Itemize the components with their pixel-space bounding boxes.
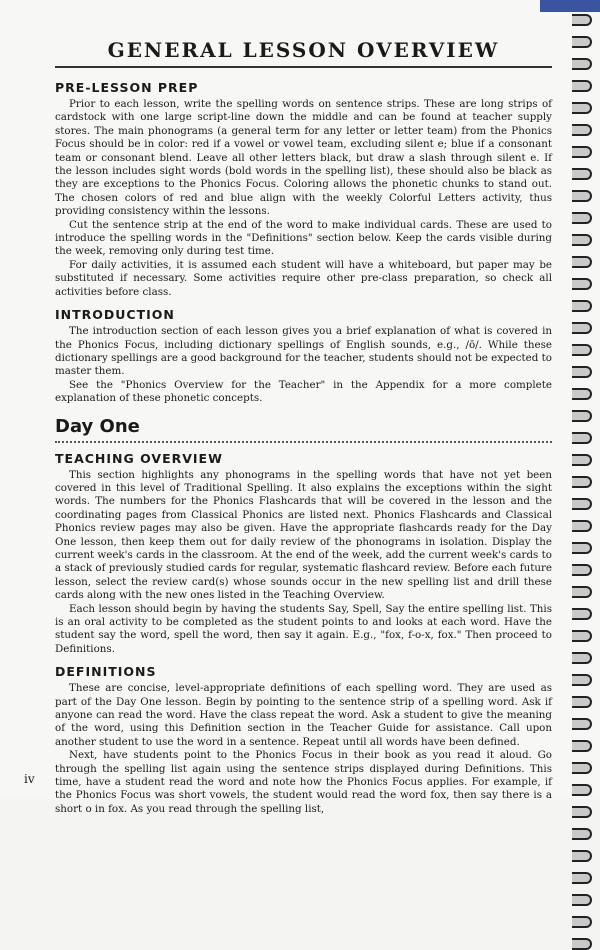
paragraph: The introduction section of each lesson gives you a brief explanation of what is covered in the Phonics Focus, including dictionary spellings of English sounds, e.g., /ō/. While these dictionary spellings are a good background for the teacher, students should not be expected to master them. xyxy=(55,325,552,378)
section-heading-teaching: TEACHING OVERVIEW xyxy=(55,450,223,466)
page-title: GENERAL LESSON OVERVIEW xyxy=(107,38,500,62)
binding-ring xyxy=(572,806,592,818)
title-rule xyxy=(55,66,552,68)
binding-ring xyxy=(572,278,592,290)
binding-ring xyxy=(572,432,592,444)
paragraph: See the "Phonics Overview for the Teacher" in the Appendix for a more complete explanation of these phonetic concepts. xyxy=(55,378,552,405)
binding-ring xyxy=(572,520,592,532)
paragraph: Each lesson should begin by having the students Say, Spell, Say the entire spelling list. This is an oral activity to be completed as the student points to and looks at each word. Have the student say the word, spell the word, then say it again. E.g., "fox, f-o-x, fox." Then proceed to Definitions. xyxy=(55,602,552,655)
binding-ring xyxy=(572,938,592,950)
binding-ring xyxy=(572,630,592,642)
binding-ring xyxy=(572,36,592,48)
binding-ring xyxy=(572,102,592,114)
binding-ring xyxy=(572,916,592,928)
corner-tab xyxy=(540,0,600,12)
binding-ring xyxy=(572,366,592,378)
day-heading: Day One xyxy=(55,415,140,437)
binding-ring xyxy=(572,300,592,312)
page-number: iv xyxy=(24,772,35,786)
binding-ring xyxy=(572,498,592,510)
binding-ring xyxy=(572,476,592,488)
binding-ring xyxy=(572,124,592,136)
binding-ring xyxy=(572,388,592,400)
binding-ring xyxy=(572,564,592,576)
paragraph: Prior to each lesson, write the spelling words on sentence strips. These are long strips of cardstock with one large script-line down the middle and can be found at teacher supply stores. The main phonograms (a general term for any letter or letter team) from the Phonics Focus should be in color: red if a vowel or vowel team, excluding silent e; blue if a consonant team or consonant blend. Leave all other letters black, but draw a slash through silent e. If the lesson includes sight words (bold words in the spelling list), these should also be black as they are exceptions to the Phonics Focus. Coloring allows the phonetic chunks to stand out. The chosen colors of red and blue align with the weekly Colorful Letters activity, thus providing consistency within the lessons. xyxy=(55,98,552,218)
binding-ring xyxy=(572,894,592,906)
paragraph: For daily activities, it is assumed each student will have a whiteboard, but paper may be substituted if necessary. Some activities require other pre-class preparation, so check all activities before class. xyxy=(55,258,552,298)
section-heading-prelesson: PRE-LESSON PREP xyxy=(55,80,199,95)
binding-ring xyxy=(572,168,592,180)
binding-ring xyxy=(572,542,592,554)
binding-ring xyxy=(572,674,592,686)
binding-ring xyxy=(572,80,592,92)
paragraph: Cut the sentence strip at the end of the word to make individual cards. These are used to introduce the spelling words in the "Definitions" section below. Keep the cards visible during the week, removing only during test time. xyxy=(55,218,552,258)
paragraph: Next, have students point to the Phonics Focus in their book as you read it aloud. Go through the spelling list again using the sentence strips displayed during Definitions. This time, have a student read the word and note how the Phonics Focus applies. For example, if the Phonics Focus was short vowels, the student would read the word fox, then say there is a short o in fox. As you read through the spelling list, xyxy=(55,749,552,815)
binding-ring xyxy=(572,608,592,620)
binding-ring xyxy=(572,586,592,598)
binding-ring xyxy=(572,322,592,334)
page-content xyxy=(55,38,552,816)
binding-ring xyxy=(572,652,592,664)
binding-ring xyxy=(572,256,592,268)
section-heading-introduction: INTRODUCTION xyxy=(55,307,175,323)
binding-ring xyxy=(572,872,592,884)
binding-ring xyxy=(572,190,592,202)
binding-ring xyxy=(572,212,592,224)
binding-ring xyxy=(572,740,592,752)
binding-ring xyxy=(572,14,592,26)
binding-ring xyxy=(572,58,592,70)
binding-ring xyxy=(572,784,592,796)
binding-ring xyxy=(572,718,592,730)
section-heading-definitions: DEFINITIONS xyxy=(55,664,157,680)
spiral-binding xyxy=(572,14,594,794)
binding-ring xyxy=(572,410,592,422)
binding-ring xyxy=(572,344,592,356)
binding-ring xyxy=(572,850,592,862)
binding-ring xyxy=(572,762,592,774)
binding-ring xyxy=(572,696,592,708)
binding-ring xyxy=(572,454,592,466)
paragraph: This section highlights any phonograms in the spelling words that have not yet been covered in this level of Traditional Spelling. It also explains the exceptions within the sight words. The numbers for the Phonics Flashcards that will be covered in the lesson and the coordinating pages from Classical Phonics are listed next. Phonics Flashcards and Classical Phonics review pages may also be given. Have the appropriate flashcards ready for the Day One lesson, then keep them out for daily review of the phonograms in isolation. Display the current week's cards in the classroom. At the end of the week, add the current week's cards to a stack of previously studied cards for regular, systematic flashcard review. Before each future lesson, select the review card(s) whose sounds occur in the new spelling list and drill these cards along with the new ones listed in the Teaching Overview. xyxy=(55,468,552,602)
binding-ring xyxy=(572,828,592,840)
paragraph: These are concise, level-appropriate definitions of each spelling word. They are used as part of the Day One lesson. Begin by pointing to the sentence strip of a spelling word. Ask if anyone can read the word. Have the class repeat the word. Ask a student to give the meaning of the word, using this Definition section in the Teacher Guide for assistance. Call upon another student to use the word in a sentence. Repeat until all words have been defined. xyxy=(55,682,552,748)
binding-ring xyxy=(572,234,592,246)
dotted-divider xyxy=(55,441,552,443)
binding-ring xyxy=(572,146,592,158)
